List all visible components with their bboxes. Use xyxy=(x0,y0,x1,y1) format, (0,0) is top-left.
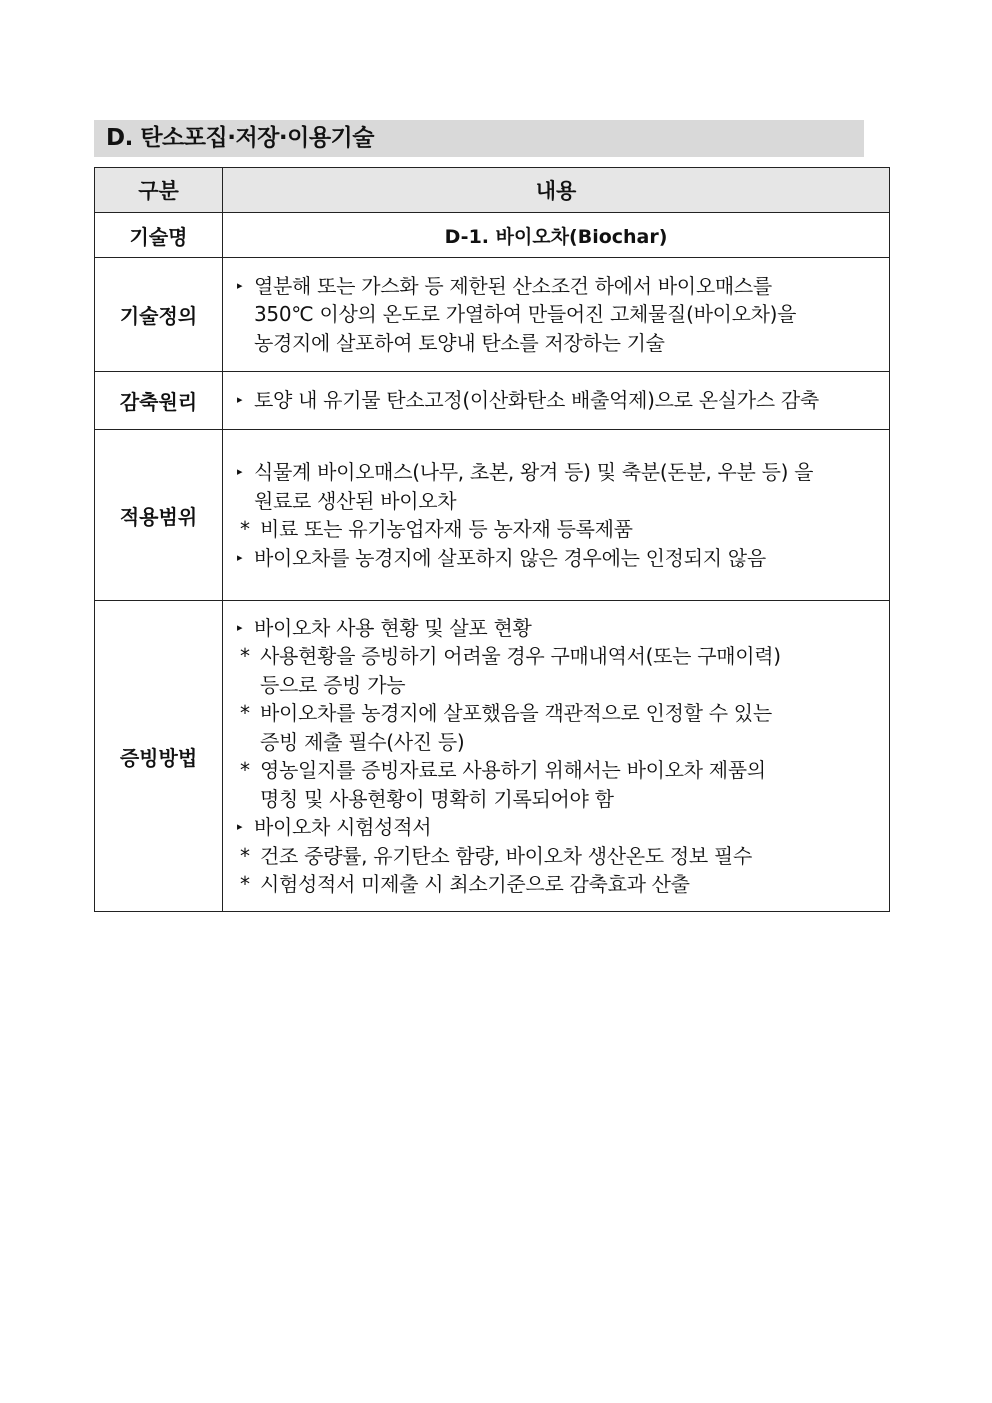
label-reduction-principle: 감축원리 xyxy=(95,372,223,430)
bullet-marker-icon: ▸ xyxy=(237,620,243,634)
header-category: 구분 xyxy=(95,168,223,213)
definition-line-2: 350℃ 이상의 온도로 가열하여 만들어진 고체물질(바이오차)을 xyxy=(254,302,797,327)
proof-line-6: 영농일지를 증빙자료로 사용하기 위해서는 바이오차 제품의 xyxy=(260,758,766,782)
note-marker: * xyxy=(240,517,250,541)
bullet-marker-icon: ▸ xyxy=(237,820,243,833)
reduction-content xyxy=(223,372,890,430)
label-tech-name: 기술명 xyxy=(95,213,223,258)
label-scope: 적용범위 xyxy=(95,430,223,601)
bullet-marker-icon: ▸ xyxy=(237,550,243,564)
proof-line-2: 사용현황을 증빙하기 어려울 경우 구매내역서(또는 구매이력) xyxy=(260,644,781,668)
definition-content xyxy=(223,258,890,372)
proof-note-1 xyxy=(237,642,880,671)
proof-line-1: 바이오차 사용 현황 및 살포 현황 xyxy=(254,615,532,640)
proof-note-5 xyxy=(237,870,880,899)
proof-line-8: 바이오차 시험성적서 xyxy=(254,815,432,839)
reduction-bullet xyxy=(237,386,880,415)
proof-bullet-2 xyxy=(237,813,880,842)
scope-bullet-2 xyxy=(237,544,880,573)
scope-content xyxy=(223,430,890,601)
proof-line-4: 바이오차를 농경지에 살포했음을 객관적으로 인정할 수 있는 xyxy=(260,701,772,725)
note-marker: * xyxy=(240,872,250,896)
row-tech-name xyxy=(95,213,890,258)
bullet-marker-icon: ▸ xyxy=(237,465,243,478)
proof-note-4 xyxy=(237,842,880,871)
proof-note-3 xyxy=(237,756,880,785)
note-marker: * xyxy=(240,843,250,868)
note-marker: * xyxy=(240,701,250,725)
label-proof-method: 증빙방법 xyxy=(95,601,223,912)
definition-line-3: 농경지에 살포하여 토양내 탄소를 저장하는 기술 xyxy=(254,330,665,355)
header-content: 내용 xyxy=(223,168,890,213)
scope-bullet-1 xyxy=(237,458,880,487)
proof-note-2 xyxy=(237,699,880,728)
scope-line-2: 원료로 생산된 바이오차 xyxy=(254,488,457,513)
technology-spec-table xyxy=(94,167,890,912)
proof-line-5: 증빙 제출 필수(사진 등) xyxy=(260,729,465,754)
proof-bullet-1 xyxy=(237,614,880,643)
label-definition: 기술정의 xyxy=(95,258,223,372)
proof-content xyxy=(223,601,890,912)
row-proof-method xyxy=(95,601,890,912)
scope-line-4: 바이오차를 농경지에 살포하지 않은 경우에는 인정되지 않음 xyxy=(254,545,766,570)
proof-line-3: 등으로 증빙 가능 xyxy=(260,672,406,697)
table-header-row xyxy=(95,168,890,213)
proof-line-7: 명칭 및 사용현황이 명확히 기록되어야 함 xyxy=(260,786,614,811)
row-scope xyxy=(95,430,890,601)
bullet-marker-icon: ▸ xyxy=(237,278,243,292)
tech-name-value: D-1. 바이오차(Biochar) xyxy=(223,213,890,258)
definition-bullet xyxy=(237,272,880,301)
bullet-marker-icon: ▸ xyxy=(237,393,243,407)
definition-line-1: 열분해 또는 가스화 등 제한된 산소조건 하에서 바이오매스를 xyxy=(254,273,772,298)
note-marker: * xyxy=(240,644,250,668)
scope-line-1: 식물계 바이오매스(나무, 초본, 왕겨 등) 및 축분(돈분, 우분 등) 을 xyxy=(254,460,814,484)
section-heading: D. 탄소포집·저장·이용기술 xyxy=(94,120,864,157)
note-marker: * xyxy=(240,758,250,782)
proof-line-9: 건조 중량률, 유기탄소 함량, 바이오차 생산온도 정보 필수 xyxy=(260,843,752,868)
row-definition xyxy=(95,258,890,372)
scope-note xyxy=(237,515,880,544)
row-reduction-principle xyxy=(95,372,890,430)
scope-line-3: 비료 또는 유기농업자재 등 농자재 등록제품 xyxy=(260,517,633,541)
proof-line-10: 시험성적서 미제출 시 최소기준으로 감축효과 산출 xyxy=(260,872,690,896)
reduction-line-1: 토양 내 유기물 탄소고정(이산화탄소 배출억제)으로 온실가스 감축 xyxy=(254,388,819,413)
